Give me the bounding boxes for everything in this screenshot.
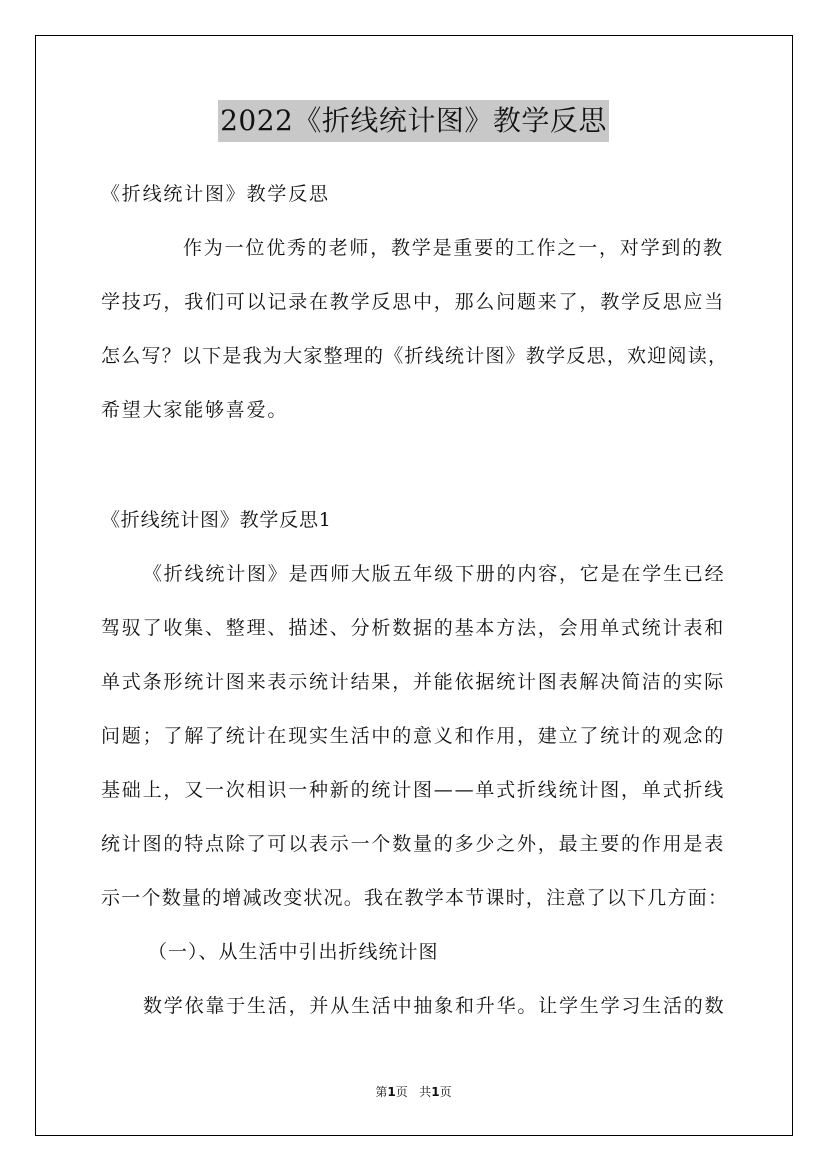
body-line-2: 驾驭了收集、整理、描述、分析数据的基本方法，会用单式统计表和 xyxy=(101,617,726,639)
body-line-1: 《折线统计图》是西师大版五年级下册的内容，它是在学生已经 xyxy=(143,563,726,585)
footer-total-prefix: 共 xyxy=(419,1085,432,1099)
footer-prefix: 第 xyxy=(375,1085,388,1099)
footer-total-suffix: 页 xyxy=(439,1085,452,1099)
subheading: （一）、从生活中引出折线统计图 xyxy=(148,941,439,963)
section-heading: 《折线统计图》教学反思1 xyxy=(101,509,332,531)
document-title: 2022《折线统计图》教学反思 xyxy=(218,100,609,142)
title-container xyxy=(0,100,827,142)
intro-line-1: 作为一位优秀的老师，教学是重要的工作之一，对学到的教 xyxy=(183,237,724,259)
body-last-line: 数学依靠于生活，并从生活中抽象和升华。让学生学习生活的数 xyxy=(143,995,726,1017)
body-line-5: 基础上，又一次相识一种新的统计图——单式折线统计图，单式折线 xyxy=(101,779,726,801)
intro-line-3: 怎么写？以下是我为大家整理的《折线统计图》教学反思，欢迎阅读， xyxy=(101,345,727,367)
footer-total-pages: 1 xyxy=(431,1085,440,1099)
document-subtitle: 《折线统计图》教学反思 xyxy=(101,183,330,205)
footer-page-number: 1 xyxy=(387,1085,396,1099)
body-line-6: 统计图的特点除了可以表示一个数量的多少之外，最主要的作用是表 xyxy=(101,833,726,855)
intro-line-2: 学技巧，我们可以记录在教学反思中，那么问题来了，教学反思应当 xyxy=(101,291,726,313)
body-line-3: 单式条形统计图来表示统计结果，并能依据统计图表解决简洁的实际 xyxy=(101,671,726,693)
body-line-7: 示一个数量的增减改变状况。我在教学本节课时，注意了以下几方面： xyxy=(101,887,727,909)
body-line-4: 问题；了解了统计在现实生活中的意义和作用，建立了统计的观念的 xyxy=(101,725,726,747)
page-footer xyxy=(0,1083,827,1101)
intro-line-4: 希望大家能够喜爱。 xyxy=(101,399,289,421)
footer-page-suffix: 页 xyxy=(395,1085,408,1099)
